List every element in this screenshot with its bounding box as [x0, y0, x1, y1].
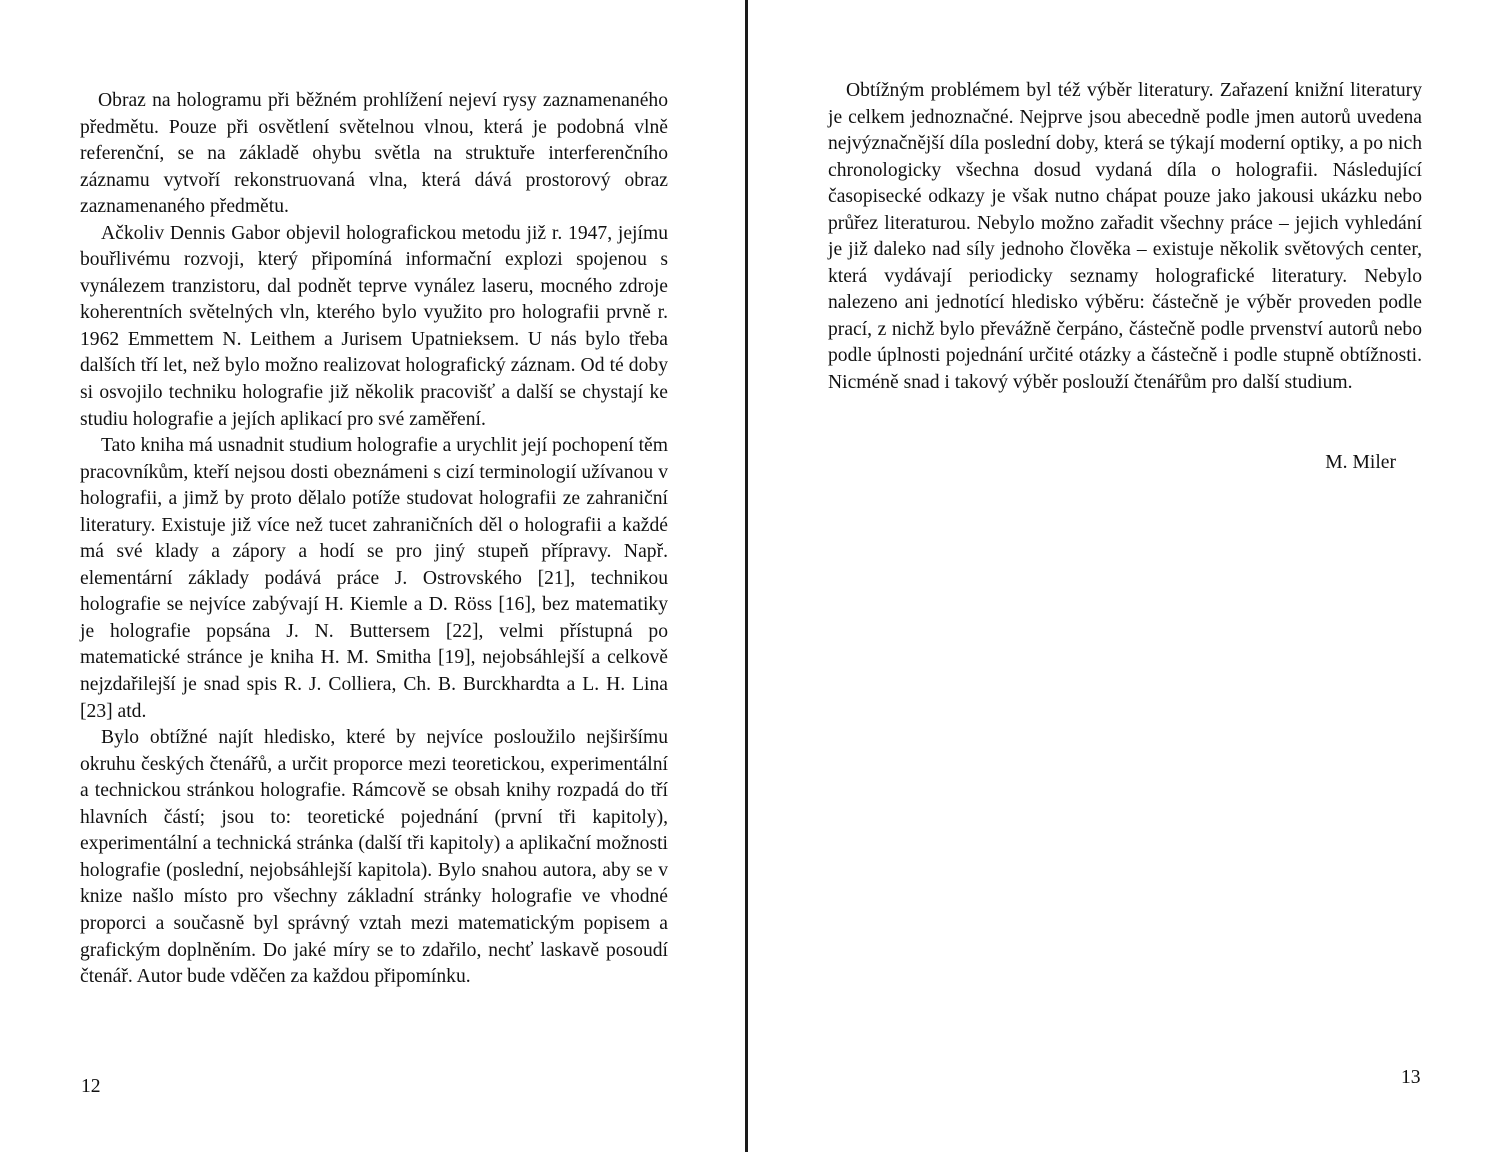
- paragraph: Bylo obtížné najít hledisko, které by nejvíce posloužilo nejširšímu okruhu českých čtenářů, a určit proporce mezi teoretickou, experimentální a technickou stránkou holografie. Rámcově se obsah knihy rozpadá do tří hlavních částí; jsou to: teoretické pojednání (první tři kapitoly), experimentální a technická stránka (další tři kapitoly) a aplikační možnosti holografie (poslední, nejobsáhlejší kapitola). Bylo snahou autora, aby se v knize našlo místo pro všechny základní stránky holografie ve vhodné proporci a současně byl správný vztah mezi matematickým popisem a grafickým doplněním. Do jaké míry se to zdařilo, nechť laskavě posoudí čtenář. Autor bude vděčen za každou připomínku.: [80, 727, 668, 988]
- paragraph: Tato kniha má usnadnit studium holografie a urychlit její pochopení těm pracovníkům, kteří nejsou dosti obeznámeni s cizí terminologií užívanou v holografii, a jimž by proto dělalo potíže studovat holografii ze zahraniční literatury. Existuje již více než tucet zahraničních děl o holografii a každé má své klady a zápory a hodí se pro jiný stupeň přípravy. Např. elementární základy podává práce J. Ostrovského [21], technikou holografie se nejvíce zabývají H. Kiemle a D. Röss [16], bez matematiky je holografie popsána J. N. Buttersem [22], velmi přístupná po matematické stránce je kniha H. M. Smitha [19], nejobsáhlejší a celkově nejzdařilejší je snad spis R. J. Colliera, Ch. B. Burckhardta a L. H. Lina [23] atd.: [80, 435, 668, 722]
- paragraph: Obtížným problémem byl též výběr literatury. Zařazení knižní literatury je celkem jednoznačné. Nejprve jsou abecedně podle jmen autorů uvedena nejvýznačnější díla poslední doby, která se týkají moderní optiky, a po nich chronologicky všechna dosud vydaná díla o holografii. Následující časopisecké odkazy je však nutno chápat pouze jako jakousi ukázku nebo průřez literaturou. Nebylo možno zařadit všechny práce – jejich vyhledání je již daleko nad síly jednoho člověka – existuje několik světových center, která vydávají periodicky seznamy holografické literatury. Nebylo nalezeno ani jednotící hledisko výběru: částečně je výběr proveden podle prací, z nichž bylo převážně čerpáno, částečně podle prvenství autorů nebo podle úplnosti pojednání určité otázky a částečně i podle stupně obtížnosti. Nicméně snad i takový výběr poslouží čtenářům pro další studium.: [828, 80, 1422, 394]
- page-number-left: 12: [81, 1076, 101, 1097]
- page-number-right: 13: [1401, 1067, 1421, 1088]
- right-page-text: [828, 78, 1422, 397]
- author-signature: M. Miler: [1325, 452, 1396, 473]
- paragraph: Ačkoliv Dennis Gabor objevil holografickou metodu již r. 1947, jejímu bouřlivému rozvoji, který připomíná informační explozi spojenou s vynálezem tranzistoru, dal podnět teprve vynález laseru, mocného zdroje koherentních světelných vln, kterého bylo využito pro holografii prvně r. 1962 Emmettem N. Leithem a Jurisem Upatnieksem. U nás bylo třeba dalších tří let, než bylo možno realizovat holografický záznam. Od té doby si osvojilo techniku holografie již několik pracovišť a další se chystají ke studiu holografie a jejích aplikací pro své zaměření.: [80, 222, 668, 430]
- left-page-text: [80, 88, 668, 991]
- right-page: [748, 0, 1506, 1152]
- paragraph: Obraz na hologramu při běžném prohlížení nejeví rysy zaznamenaného předmětu. Pouze při osvětlení světelnou vlnou, která je podobná vlně referenční, se na základě ohybu světla na struktuře interferenčního záznamu vytvoří rekonstruovaná vlna, která dává prostorový obraz zaznamenaného předmětu.: [80, 90, 668, 218]
- left-page: [0, 0, 745, 1152]
